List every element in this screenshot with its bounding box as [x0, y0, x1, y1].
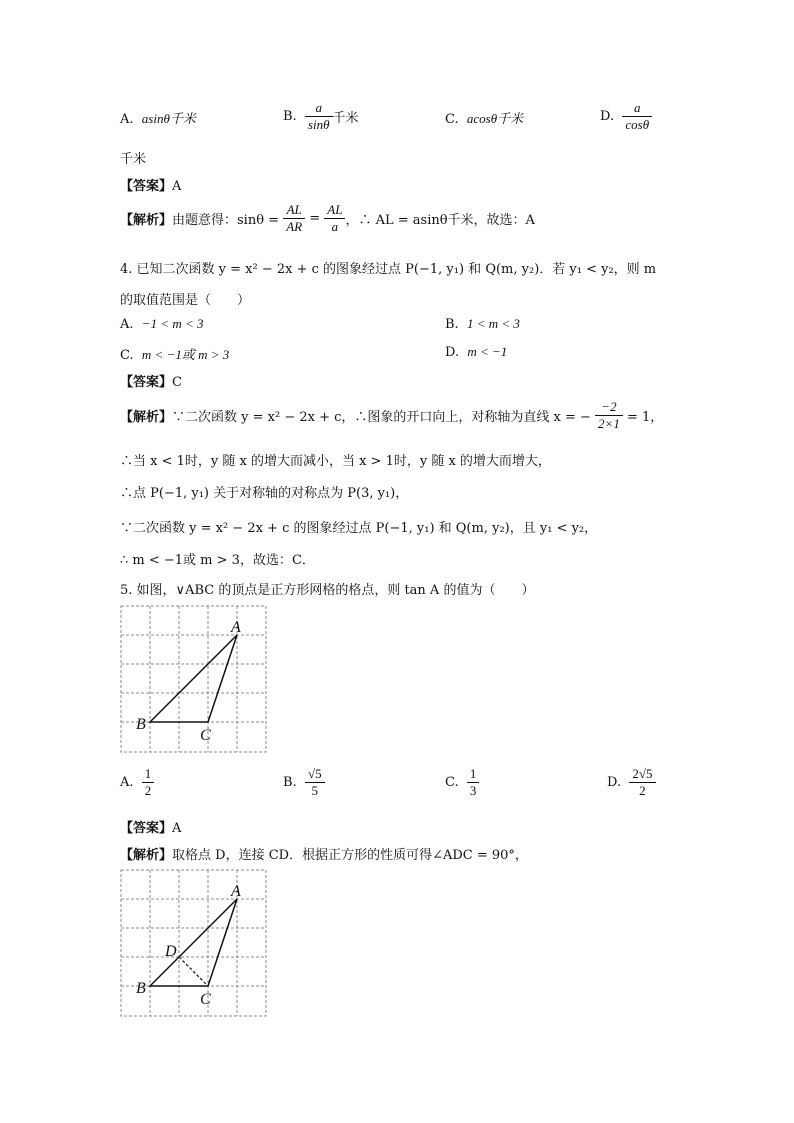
q3-option-d-unit: 千米: [120, 152, 147, 167]
segment-cd: [179, 957, 208, 986]
q4-analysis-line5: ∴ m < −1或 m > 3，故选：C．: [120, 553, 315, 568]
q5-answer: 【答案】A: [120, 821, 182, 836]
label-d: D: [165, 943, 177, 960]
q3-answer: 【答案】A: [120, 179, 182, 194]
label-a: A: [231, 619, 241, 636]
q4-analysis-line3: ∴点 P(−1, y₁) 关于对称轴的对称点为 P(3, y₁)，: [120, 486, 409, 501]
q5-option-a: A. $\frac{1}{2}$: [120, 766, 154, 799]
q3-option-c: C. acosθ千米: [445, 111, 524, 127]
q5-option-c: C. $\frac{1}{3}$: [445, 766, 479, 799]
q4-stem-line1: 4. 已知二次函数 y = x² − 2x + c 的图象经过点 P(−1, y₁) 和 Q(m, y₂)．若 y₁ < y₂，则 m: [120, 262, 657, 277]
q4-stem-line2: 的取值范围是（ ）: [120, 293, 251, 308]
q3-option-b: B. $\frac{a}{\sin\theta}$ 千米: [283, 100, 359, 132]
q3-option-a: A. asinθ千米: [120, 111, 196, 127]
q4-analysis-line1: 【解析】∵二次函数 y = x² − 2x + c，∴图象的开口向上，对称轴为直线 x = − $\frac{-2}{2\times 1}$ = 1，: [120, 399, 664, 431]
q5-solution-triangle: [150, 899, 237, 986]
q4-option-a: A. −1 < m < 3: [120, 316, 204, 332]
q5-triangle-abc: [150, 635, 237, 722]
q4-analysis-line2: ∴当 x < 1时，y 随 x 的增大而减小，当 x > 1时，y 随 x 的增大而增大，: [120, 454, 551, 469]
q5-stem: 5. 如图，∨ABC 的顶点是正方形网格的格点，则 tan A 的值为（ ）: [120, 583, 535, 598]
q4-analysis-line4: ∵二次函数 y = x² − 2x + c 的图象经过点 P(−1, y₁) 和 Q(m, y₂)，且 y₁ < y₂，: [120, 521, 598, 536]
label-c2: C: [200, 991, 211, 1008]
q4-option-d: D. m < −1: [445, 344, 508, 360]
q5-option-d: D. $\frac{2√5}{2}$: [607, 766, 656, 799]
label-b: B: [136, 716, 146, 733]
q3-option-d: D. $\frac{a}{\cos\theta}$: [600, 100, 652, 133]
q5-figure-solution: [120, 869, 268, 1019]
q5-option-b: B. $\frac{√5}{5}$: [283, 766, 325, 799]
q4-answer: 【答案】C: [120, 375, 182, 390]
q4-option-b: B. 1 < m < 3: [445, 316, 520, 332]
q5-analysis: 【解析】取格点 D，连接 CD．根据正方形的性质可得∠ADC = 90°，: [120, 848, 528, 863]
q4-option-c: C. m < −1或 m > 3: [120, 347, 230, 363]
q5-figure-triangle: [120, 605, 268, 755]
label-c: C: [200, 727, 211, 744]
q3-analysis: 【解析】由题意得：sinθ = $\frac{AL}{AR}$ = $\frac{AL}{a}$ ，∴ AL = asinθ千米，故选：A: [120, 202, 535, 234]
label-a2: A: [231, 883, 241, 900]
label-b2: B: [136, 980, 146, 997]
